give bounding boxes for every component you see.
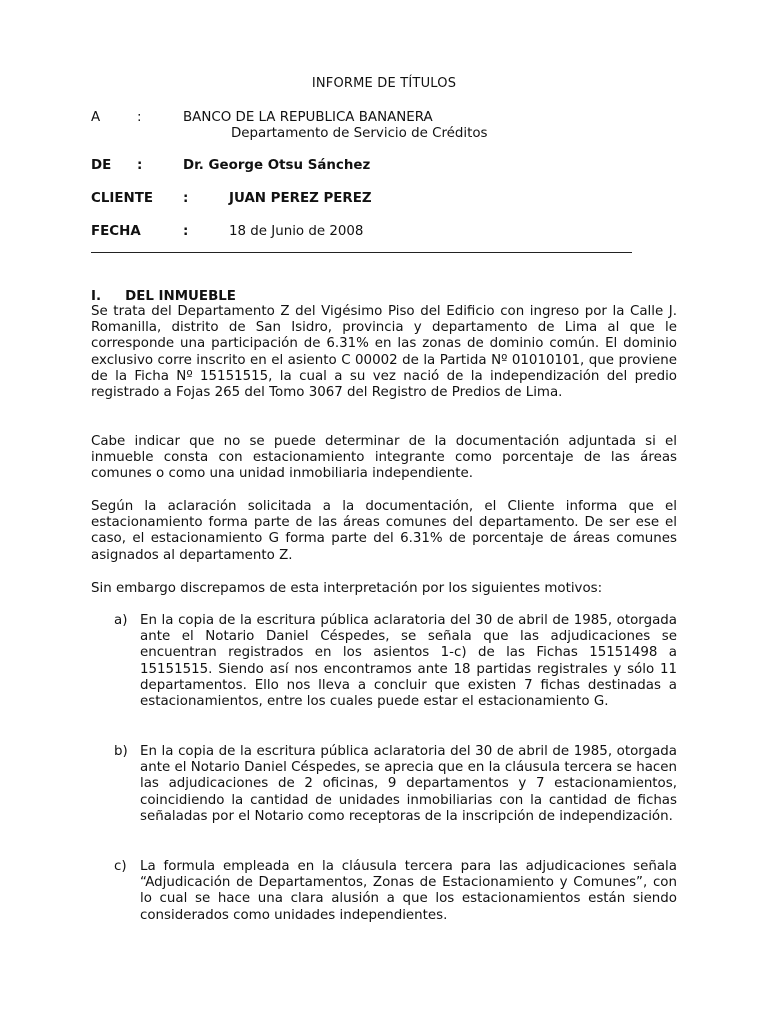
paragraph-1-text: Se trata del Departamento Z del Vigésimo Piso del Edificio con ingreso por la Calle J. Romanilla, distrito de San Isidro, provincia y departamento de Lima al que le corresponde una participación de 6.31% en las zonas de dominio común. El dominio exclusivo corre inscrito en el asiento C 00002 de la Partida Nº 01010101, que proviene de la Ficha Nº 15151515, la cual a su vez nació de la independización del predio registrado a Fojas 265 del Tomo 3067 del Registro de Predios de Lima.: [91, 304, 677, 401]
header-de-label: DE: [91, 158, 112, 173]
header-de-value: Dr. George Otsu Sánchez: [183, 158, 371, 173]
list-marker-a: a): [114, 613, 128, 628]
paragraph-3-text: Según la aclaración solicitada a la documentación, el Cliente informa que el estacionamiento forma parte de las áreas comunes del departamento. De ser ese el caso, el estacionamiento G forma parte del 6.31% de porcentaje de áreas comunes asignados al departamento Z.: [91, 499, 677, 563]
list-marker-b: b): [114, 744, 128, 759]
header-fecha-label: FECHA: [91, 224, 141, 239]
paragraph-4: [91, 581, 677, 597]
header-a-value: BANCO DE LA REPUBLICA BANANERA: [183, 110, 433, 125]
list-item-a: [114, 613, 677, 710]
list-item-a-text: En la copia de la escritura pública aclaratoria del 30 de abril de 1985, otorgada ante el Notario Daniel Céspedes, se señala que las adjudicaciones se encuentran registrados en los asientos 1-c) de las Fichas 15151498 a 15151515. Siendo así nos encontramos ante 18 partidas registrales y sólo 11 departamentos. Ello nos lleva a concluir que existen 7 fichas destinadas a estacionamientos, entre los cuales puede estar el estacionamiento G.: [140, 613, 677, 710]
paragraph-2: [91, 434, 677, 483]
section-title: DEL INMUEBLE: [125, 289, 236, 304]
header-a-label: A: [91, 110, 101, 125]
section-number: I.: [91, 289, 102, 304]
header-a-separator: :: [137, 110, 142, 125]
header-de-separator: :: [137, 158, 143, 173]
header-fecha-value: 18 de Junio de 2008: [229, 224, 364, 239]
header-cliente-separator: :: [183, 191, 189, 206]
list-item-c-text: La formula empleada en la cláusula tercera para las adjudicaciones señala “Adjudicación de Departamentos, Zonas de Estacionamiento y Comunes”, con lo cual se hace una clara alusión a que los estacionamientos están siendo considerados como unidades independientes.: [140, 859, 677, 923]
paragraph-1: [91, 304, 677, 401]
list-item-b-text: En la copia de la escritura pública aclaratoria del 30 de abril de 1985, otorgada ante el Notario Daniel Céspedes, se aprecia que en la cláusula tercera se hacen las adjudicaciones de 2 oficinas, 9 departamentos y 7 estacionamientos, coincidiendo la cantidad de unidades inmobiliarias con la cantidad de fichas señaladas por el Notario como receptoras de la inscripción de independización.: [140, 744, 677, 824]
list-marker-c: c): [114, 859, 127, 874]
header-divider-line: [91, 252, 632, 253]
header-cliente-value: JUAN PEREZ PEREZ: [229, 191, 372, 206]
paragraph-4-text: Sin embargo discrepamos de esta interpretación por los siguientes motivos:: [91, 581, 603, 596]
list-item-b: [114, 744, 677, 825]
list-item-c: [114, 859, 677, 924]
paragraph-2-text: Cabe indicar que no se puede determinar de la documentación adjuntada si el inmueble consta con estacionamiento integrante como porcentaje de las áreas comunes o como una unidad inmobiliaria independiente.: [91, 434, 677, 482]
header-a-subline: Departamento de Servicio de Créditos: [231, 126, 488, 141]
section-heading: [91, 288, 236, 305]
document-title: INFORME DE TÍTULOS: [311, 76, 457, 91]
header-cliente-label: CLIENTE: [91, 191, 153, 206]
paragraph-3: [91, 499, 677, 564]
header-fecha-separator: :: [183, 224, 189, 239]
